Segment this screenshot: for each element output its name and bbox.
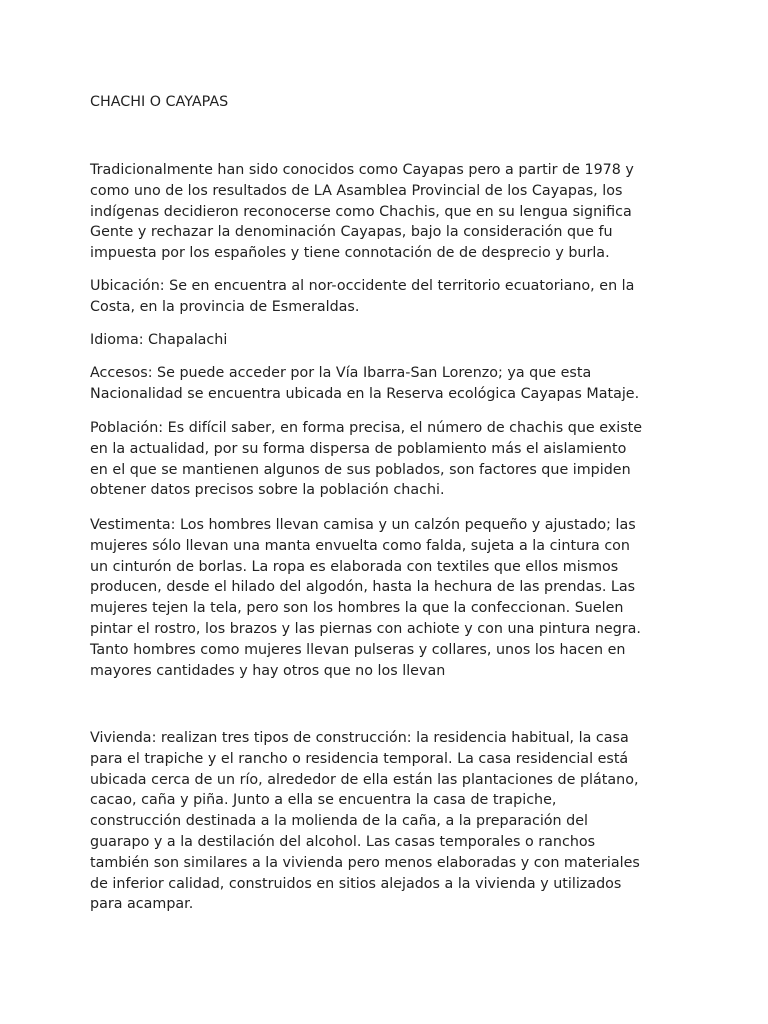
paragraph-poblacion: [90, 418, 690, 501]
paragraph-line: también son similares a la vivienda pero menos elaboradas y con materiales: [90, 854, 640, 871]
paragraph-line: un cinturón de borlas. La ropa es elaborada con textiles que ellos mismos: [90, 558, 619, 575]
paragraph-line: como uno de los resultados de LA Asamblea Provincial de los Cayapas, los: [90, 182, 623, 199]
paragraph-line: Gente y rechazar la denominación Cayapas, bajo la consideración que fu: [90, 224, 613, 241]
paragraph-line: Tradicionalmente han sido conocidos como Cayapas pero a partir de 1978 y: [90, 162, 634, 178]
paragraph-vestimenta: [90, 515, 690, 681]
paragraph-line: indígenas decidieron reconocerse como Chachis, que en su lengua significa: [90, 203, 632, 220]
paragraph-line: mayores cantidades y hay otros que no los llevan: [90, 662, 446, 679]
paragraph-line: para acampar.: [90, 896, 194, 913]
title-text: CHACHI O CAYAPAS: [90, 94, 229, 110]
paragraph-line: mujeres tejen la tela, pero son los hombres la que la confeccionan. Suelen: [90, 600, 624, 617]
paragraph-intro: [90, 160, 690, 264]
paragraph-line: cacao, caña y piña. Junto a ella se encuentra la casa de trapiche,: [90, 792, 557, 809]
paragraph-line: Idioma: Chapalachi: [90, 332, 228, 348]
paragraph-line: en la actualidad, por su forma dispersa de poblamiento más el aislamiento: [90, 440, 627, 457]
paragraph-line: Nacionalidad se encuentra ubicada en la Reserva ecológica Cayapas Mataje.: [90, 385, 640, 402]
paragraph-line: de inferior calidad, construidos en sitios alejados a la vivienda y utilizados: [90, 875, 622, 892]
paragraph-line: construcción destinada a la molienda de la caña, a la preparación del: [90, 813, 588, 830]
paragraph-line: Población: Es difícil saber, en forma precisa, el número de chachis que existe: [90, 420, 643, 436]
paragraph-line: impuesta por los españoles y tiene connotación de de desprecio y burla.: [90, 245, 610, 262]
paragraph-line: obtener datos precisos sobre la población chachi.: [90, 482, 445, 499]
paragraph-vivienda: [90, 728, 690, 915]
paragraph-idioma: [90, 330, 690, 351]
document-title: [90, 92, 690, 113]
paragraph-line: producen, desde el hilado del algodón, hasta la hechura de las prendas. Las: [90, 579, 636, 596]
paragraph-line: para el trapiche y el rancho o residencia temporal. La casa residencial está: [90, 750, 629, 767]
paragraph-line: Vivienda: realizan tres tipos de construcción: la residencia habitual, la casa: [90, 730, 629, 746]
paragraph-line: guarapo y a la destilación del alcohol. Las casas temporales o ranchos: [90, 833, 596, 850]
paragraph-line: Costa, en la provincia de Esmeraldas.: [90, 298, 360, 315]
paragraph-line: ubicada cerca de un río, alrededor de ella están las plantaciones de plátano,: [90, 771, 639, 788]
paragraph-line: Tanto hombres como mujeres llevan pulseras y collares, unos los hacen en: [90, 641, 626, 658]
paragraph-line: Accesos: Se puede acceder por la Vía Ibarra-San Lorenzo; ya que esta: [90, 365, 592, 381]
paragraph-line: Vestimenta: Los hombres llevan camisa y un calzón pequeño y ajustado; las: [90, 517, 636, 533]
paragraph-accesos: [90, 363, 690, 405]
paragraph-ubicacion: [90, 276, 690, 318]
paragraph-line: Ubicación: Se en encuentra al nor-occidente del territorio ecuatoriano, en la: [90, 278, 635, 294]
paragraph-line: mujeres sólo llevan una manta envuelta como falda, sujeta a la cintura con: [90, 537, 630, 554]
paragraph-line: en el que se mantienen algunos de sus poblados, son factores que impiden: [90, 461, 631, 478]
paragraph-line: pintar el rostro, los brazos y las piernas con achiote y con una pintura negra.: [90, 620, 641, 637]
